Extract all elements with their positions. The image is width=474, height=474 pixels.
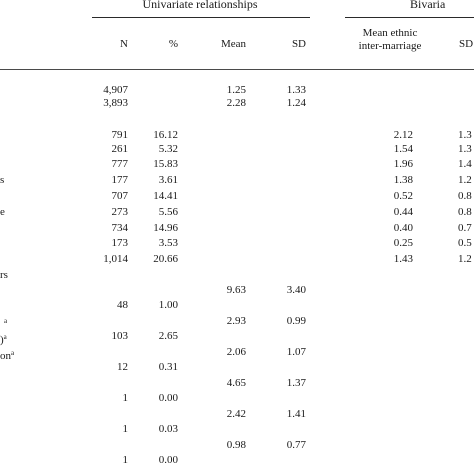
row-label-fragment: )$^a$ [0, 333, 7, 346]
table-cell-pct: 16.12 [153, 129, 178, 141]
table-cell-mean: 2.42 [226, 408, 246, 420]
row-label-fragment: rs [0, 269, 8, 281]
table-cell-bsd: 1.3 [458, 143, 472, 155]
table-cell-n: 12 [117, 361, 128, 373]
table-cell-n: 4,907 [103, 84, 128, 96]
table-cell-bsd: 0.8 [458, 190, 472, 202]
table-cell-pct: 15.83 [153, 158, 178, 170]
table-cell-n: 1 [122, 454, 128, 466]
table-cell-n: 777 [111, 158, 128, 170]
table-cell-bsd: 1.2 [458, 174, 472, 186]
table-cell-bsd: 1.4 [458, 158, 472, 170]
table-cell-bmean: 1.43 [393, 253, 413, 265]
table-cell-pct: 5.56 [158, 206, 178, 218]
table-cell-pct: 5.32 [158, 143, 178, 155]
table-cell-n: 173 [111, 237, 128, 249]
row-label-fragment: $on^a$ [0, 349, 15, 362]
row-label-fragment: e [0, 206, 5, 218]
table-cell-sd: 0.99 [286, 315, 306, 327]
table-cell-bsd: 1.3 [458, 129, 472, 141]
col-header-sd-bivariate: SD [459, 38, 474, 50]
table-cell-bmean: 0.40 [393, 222, 413, 234]
table-cell-pct: 0.00 [158, 454, 178, 466]
col-header-mean-ethnic: Mean ethnic [362, 27, 418, 39]
univariate-header-rule [92, 17, 310, 18]
table-cell-pct: 3.53 [158, 237, 178, 249]
col-header-inter-marriage: inter-marriage [358, 40, 422, 52]
table-cell-mean: 2.28 [226, 97, 246, 109]
table-cell-pct: 0.03 [158, 423, 178, 435]
col-header-n: N [120, 38, 128, 50]
table-cell-sd: 1.24 [286, 97, 306, 109]
table-cell-bmean: 2.12 [393, 129, 413, 141]
table-cell-n: 1 [122, 423, 128, 435]
table-cell-pct: 1.00 [158, 299, 178, 311]
column-header-rule [0, 69, 474, 70]
col-header-sd: SD [291, 38, 306, 50]
table-cell-bmean: 0.52 [393, 190, 413, 202]
table-cell-n: 103 [111, 330, 128, 342]
table-cell-n: 734 [111, 222, 128, 234]
table-cell-n: 791 [111, 129, 128, 141]
col-header-mean: Mean [220, 38, 246, 50]
table-cell-pct: 3.61 [158, 174, 178, 186]
table-cell-bmean: 0.25 [393, 237, 413, 249]
table-cell-sd: 0.77 [286, 439, 306, 451]
table-cell-bmean: 1.38 [393, 174, 413, 186]
table-cell-pct: 20.66 [153, 253, 178, 265]
table-cell-n: 273 [111, 206, 128, 218]
table-cell-bsd: 0.7 [458, 222, 472, 234]
table-cell-bmean: 1.96 [393, 158, 413, 170]
table-cell-sd: 1.33 [286, 84, 306, 96]
bivariate-header-rule [345, 17, 474, 18]
table-cell-mean: 0.98 [226, 439, 246, 451]
table-cell-bmean: 0.44 [393, 206, 413, 218]
table-cell-sd: 3.40 [286, 284, 306, 296]
table-cell-n: 261 [111, 143, 128, 155]
bivariate-header: Bivaria [410, 0, 446, 11]
table-cell-mean: 2.93 [226, 315, 246, 327]
table-cell-sd: 1.41 [286, 408, 306, 420]
table-cell-pct: 14.41 [153, 190, 178, 202]
table-cell-bsd: 1.2 [458, 253, 472, 265]
table-cell-n: 1,014 [103, 253, 128, 265]
table-cell-n: 48 [117, 299, 128, 311]
table-cell-mean: 2.06 [226, 346, 246, 358]
row-label-fragment: a [4, 317, 8, 325]
table-cell-mean: 9.63 [226, 284, 246, 296]
table-cell-n: 707 [111, 190, 128, 202]
table-cell-sd: 1.07 [286, 346, 306, 358]
table-cell-pct: 14.96 [153, 222, 178, 234]
col-header-pct: % [168, 38, 178, 50]
row-label-fragment: s [0, 174, 5, 186]
table-cell-mean: 4.65 [226, 377, 246, 389]
table-cell-bsd: 0.8 [458, 206, 472, 218]
table-cell-pct: 0.31 [158, 361, 178, 373]
table-cell-mean: 1.25 [226, 84, 246, 96]
univariate-header: Univariate relationships [142, 0, 258, 11]
table-cell-n: 1 [122, 392, 128, 404]
table-cell-bmean: 1.54 [393, 143, 413, 155]
table-cell-pct: 2.65 [158, 330, 178, 342]
table-cell-pct: 0.00 [158, 392, 178, 404]
table-cell-n: 3,893 [103, 97, 128, 109]
table-cell-sd: 1.37 [286, 377, 306, 389]
table-cell-bsd: 0.5 [458, 237, 472, 249]
table-cell-n: 177 [111, 174, 128, 186]
